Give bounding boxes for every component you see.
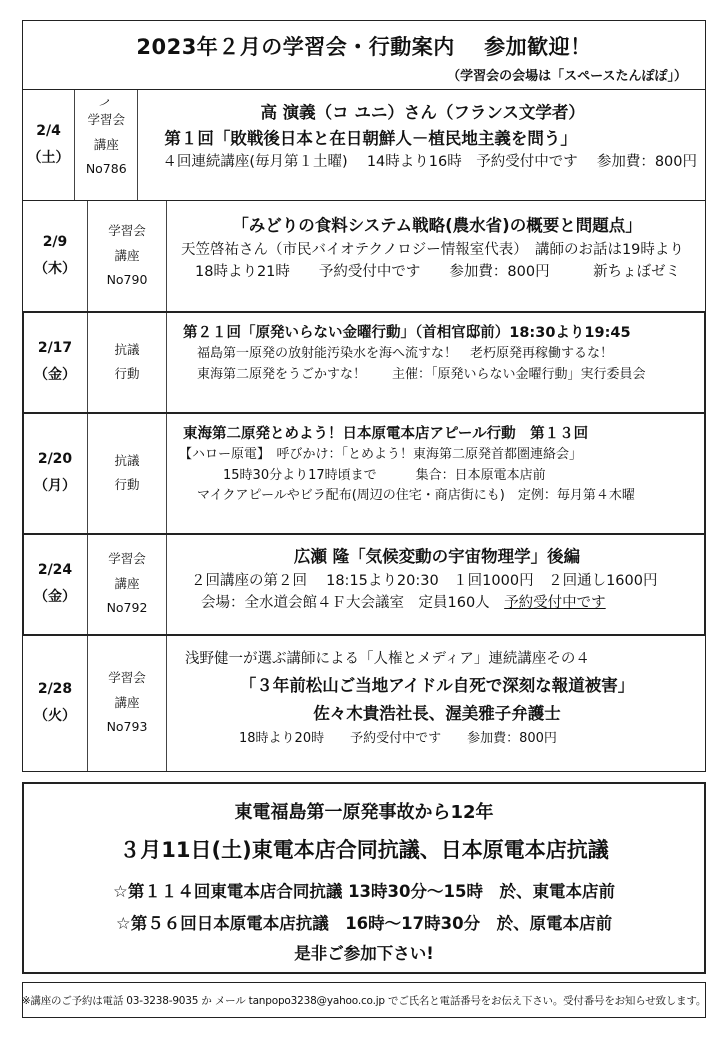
type-number: No793 <box>106 719 148 735</box>
event-type <box>88 635 167 771</box>
weekday-label: （木） <box>34 261 76 277</box>
event-line: 天笠啓祐さん（市民バイオテクノロジー情報室代表） 講師のお話は19時より <box>181 241 684 258</box>
event-date <box>23 534 88 634</box>
event-line: 高 演義（コ ユニ）さん（フランス文学者） <box>260 103 585 122</box>
event-row-0224 <box>23 534 705 635</box>
date-label: 2/4 <box>36 123 61 140</box>
weekday-label: （土） <box>27 150 70 166</box>
date-label: 2/9 <box>42 234 68 251</box>
event-line: ４回連続講座(毎月第１土曜) 14時より16時 予約受付中です 参加費：800円 <box>162 154 697 171</box>
weekday-label: （金） <box>34 589 76 605</box>
date-label: 2/28 <box>37 681 73 698</box>
type-label: 学習会 <box>108 551 146 567</box>
march-notice-box <box>22 782 706 974</box>
event-line: 浅野健一が選ぶ講師による「人権とメディア」連続講座その４ <box>185 651 590 667</box>
date-label: 2/24 <box>37 562 73 579</box>
date-label: 2/17 <box>37 340 73 357</box>
event-row-0228 <box>23 635 705 772</box>
event-type <box>88 534 167 634</box>
event-date <box>23 413 88 533</box>
reservation-footer: ※講座のご予約は電話 03-3238-9035 か メール tanpopo3238@yahoo.co.jp でご氏名と電話番号をお伝え下さい。受付番号をお知らせ致します。 <box>22 982 706 1018</box>
event-line: 福島第一原発の放射能汚染水を海へ流すな！ 老朽原発再稼働するな！ <box>197 346 614 362</box>
event-line: 18時より21時 予約受付中です 参加費：800円 新ちょぼゼミ <box>195 264 681 281</box>
type-label: 抗議 <box>114 341 140 357</box>
event-line: 東海第二原発とめよう！日本原電本店アピール行動 第１３回 <box>183 426 589 442</box>
notice-item: ☆第１１４回東電本店合同抗議 13時30分～15時 於、東電本店前 <box>113 882 615 901</box>
type-label: 講座 <box>93 136 119 152</box>
event-row-0209 <box>23 201 705 312</box>
type-number: No792 <box>106 600 148 616</box>
venue-text: 会場：全水道会館４Ｆ大会議室 定員160人 <box>201 595 490 612</box>
event-date <box>23 201 88 311</box>
type-label: 講座 <box>114 575 140 591</box>
event-line: 佐々木貴浩社長、渥美雅子弁護士 <box>313 703 561 723</box>
type-label: 学習会 <box>108 670 146 686</box>
event-body <box>167 635 705 771</box>
event-date <box>23 90 75 200</box>
schedule-table <box>22 90 706 772</box>
notice-item: ☆第５６回日本原電本店抗議 16時～17時30分 於、原電本店前 <box>115 914 613 933</box>
type-number: No786 <box>85 161 127 177</box>
flyer-header <box>22 20 706 90</box>
event-line: 広瀬 隆「気候変動の宇宙物理学」後編 <box>293 547 581 566</box>
event-body <box>138 90 705 200</box>
venue-note: （学習会の会場は「スペースたんぽぽ」） <box>447 69 687 84</box>
type-label: 行動 <box>114 366 140 381</box>
notice-closing: 是非ご参加下さい! <box>294 944 434 963</box>
event-row-0204 <box>23 90 705 201</box>
weekday-label: （火） <box>34 708 76 724</box>
type-label: 講座 <box>114 247 140 263</box>
type-label: 行動 <box>114 477 140 492</box>
event-line: マイクアピールやビラ配布(周辺の住宅・商店街にも) 定例：毎月第４木曜 <box>197 487 635 503</box>
weekday-label: （月） <box>34 478 76 494</box>
event-body <box>167 534 705 634</box>
event-body <box>167 201 705 311</box>
check-mark-icon: ノ <box>96 94 113 112</box>
event-line: 【ハロー原電】 呼びかけ：「とめよう！東海第二原発首都圏連絡会」 <box>179 447 583 463</box>
event-line: ２回講座の第２回 18:15より20:30 １回1000円 ２回通し1600円 <box>191 572 658 589</box>
event-type <box>88 413 167 533</box>
event-type <box>88 201 167 311</box>
event-line: 第１回「敗戦後日本と在日朝鮮人－植民地主義を問う」 <box>164 128 577 148</box>
type-label: 学習会 <box>87 112 125 128</box>
event-line: 18時より20時 予約受付中です 参加費：800円 <box>239 730 557 746</box>
event-body <box>167 413 705 533</box>
event-date <box>23 312 88 412</box>
type-number: No790 <box>106 272 148 288</box>
event-line: 第２１回「原発いらない金曜行動」（首相官邸前）18:30より19:45 <box>183 325 631 341</box>
event-row-0217 <box>23 312 705 413</box>
event-line: 「３年前松山ご当地アイドル自死で深刻な報道被害」 <box>239 675 635 695</box>
event-line: 「みどりの食料システム戦略(農水省)の概要と問題点」 <box>232 216 642 235</box>
notice-heading: 東電福島第一原発事故から12年 <box>234 802 494 823</box>
event-type <box>88 312 167 412</box>
event-row-0220 <box>23 413 705 534</box>
event-body <box>167 312 705 412</box>
date-label: 2/20 <box>37 451 73 468</box>
reservation-open-text: 予約受付中です <box>504 595 606 612</box>
page-title: 2023年２月の学習会・行動案内 参加歓迎！ <box>136 35 592 59</box>
event-line <box>177 592 697 614</box>
event-date <box>23 635 88 771</box>
event-line: 東海第二原発をうごかすな！ 主催：「原発いらない金曜行動」実行委員会 <box>197 366 646 382</box>
notice-title: ３月11日(土)東電本店合同抗議、日本原電本店抗議 <box>119 838 609 862</box>
type-label: 講座 <box>114 694 140 710</box>
flyer <box>22 20 706 1018</box>
event-line: 15時30分より17時頃まで 集合：日本原電本店前 <box>223 467 546 483</box>
type-label: 学習会 <box>108 223 146 239</box>
weekday-label: （金） <box>34 367 76 383</box>
type-label: 抗議 <box>114 452 140 468</box>
